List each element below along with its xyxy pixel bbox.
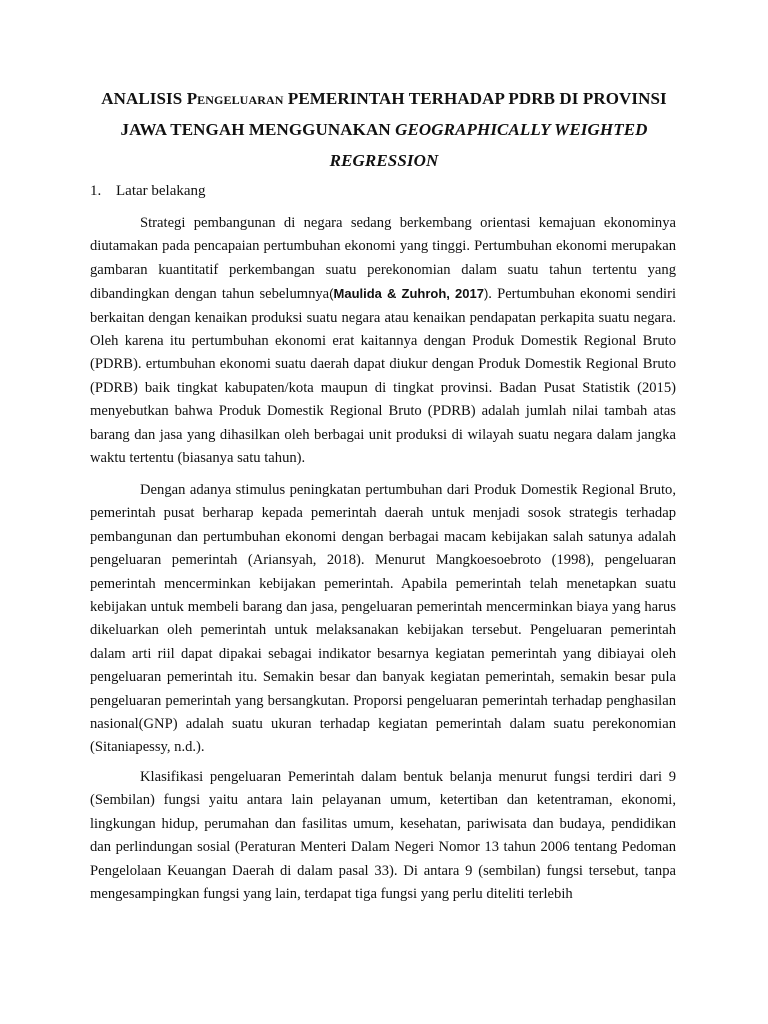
citation-close: ) — [483, 286, 489, 302]
section-heading — [90, 181, 206, 201]
paragraph-1-text-b: . Pertumbuhan ekonomi sendiri berkaitan dengan kenaikan produksi suatu negara atau kenaikan pendapatan perkapita suatu negara. Oleh karena itu pertumbuhan ekonomi erat kaitannya dengan Produk Domestik Regional Bruto (PDRB). ertumbuhan ekonomi suatu daerah dapat diukur dengan Produk Domestik Regional Bruto (PDRB) baik tingkat kabupaten/kota maupun di tingkat provinsi. Badan Pusat Statistik (2015) menyebutkan bahwa Produk Domestik Regional Bruto (PDRB) adalah jumlah nilai tambah atas barang dan jasa yang dihasilkan oleh berbagai unit produksi di wilayah suatu negara dalam jangka waktu tertentu (biasanya satu tahun). — [90, 286, 676, 467]
title-part1: ANALISIS — [101, 89, 187, 108]
document-title — [90, 83, 678, 176]
section-label: Latar belakang — [116, 183, 206, 199]
title-part3: PEMERINTAH TERHADAP PDRB DI PROVINSI JAWA TENGAH MENGGUNAKAN — [120, 89, 667, 139]
section-number: 1. — [90, 183, 102, 199]
paragraph-1-text-a: Strategi pembangunan di negara sedang berkembang orientasi kemajuan ekonominya diutamakan pada pencapaian pertumbuhan ekonomi yang tinggi. Pertumbuhan ekonomi merupakan gambaran kuantitatif perkembangan suatu perekonomian dalam suatu tahun tertentu yang dibandingkan dengan tahun sebelumnya — [90, 215, 676, 303]
citation-maulida — [329, 286, 488, 301]
paragraph-3: Klasifikasi pengeluaran Pemerintah dalam bentuk belanja menurut fungsi terdiri dari 9 (Sembilan) fungsi yaitu antara lain pelayanan umum, ketertiban dan ketentraman, ekonomi, lingkungan hidup, perumahan dan fasilitas umum, kesehatan, pariwisata dan budaya, pendidikan dan perlindungan sosial (Peraturan Menteri Dalam Negeri Nomor 13 tahun 2006 tentang Pedoman Pengelolaan Keuangan Daerah di dalam pasal 33). Di antara 9 (sembilan) fungsi tersebut, tanpa mengesampingkan fungsi yang lain, terdapat tiga fungsi yang perlu diteliti terlebih — [90, 769, 676, 903]
citation-open: ( — [329, 286, 334, 302]
title-part4-italic: GEOGRAPHICALLY WEIGHTED REGRESSION — [329, 120, 648, 170]
paragraph-2: Dengan adanya stimulus peningkatan pertumbuhan dari Produk Domestik Regional Bruto, pemerintah pusat berharap kepada pemerintah daerah untuk menjadi sosok strategis terhadap pembangunan dan pertumbuhan ekonomi dengan berbagai macam kebijakan salah satunya adalah pengeluaran pemerintah (Ariansyah, 2018). Menurut Mangkoesoebroto (1998), pengeluaran pemerintah mencerminkan kebijakan pemerintah. Apabila pemerintah telah menetapkan suatu kebijakan untuk membeli barang dan jasa, pengeluaran pemerintah mencerminkan biaya yang harus dikeluarkan oleh pemerintah untuk melaksanakan kebijakan tersebut. Pengeluaran pemerintah dalam arti riil dapat dipakai sebagai indikator besarnya kegiatan pemerintah yang dibiayai oleh pengeluaran pemerintah itu. Semakin besar dan banyak kegiatan pemerintah, semakin besar pula pengeluaran pemerintah yang bersangkutan. Proporsi pengeluaran pemerintah terhadap penghasilan nasional(GNP) adalah suatu ukuran terhadap kegiatan pemerintah dalam suatu perekonomian (Sitaniapessy, n.d.). — [90, 482, 676, 756]
citation-authors: Maulida & Zuhroh, 2017 — [333, 286, 484, 302]
title-part2-smallcaps: Pengeluaran — [186, 89, 284, 108]
paragraph-1 — [90, 212, 676, 470]
